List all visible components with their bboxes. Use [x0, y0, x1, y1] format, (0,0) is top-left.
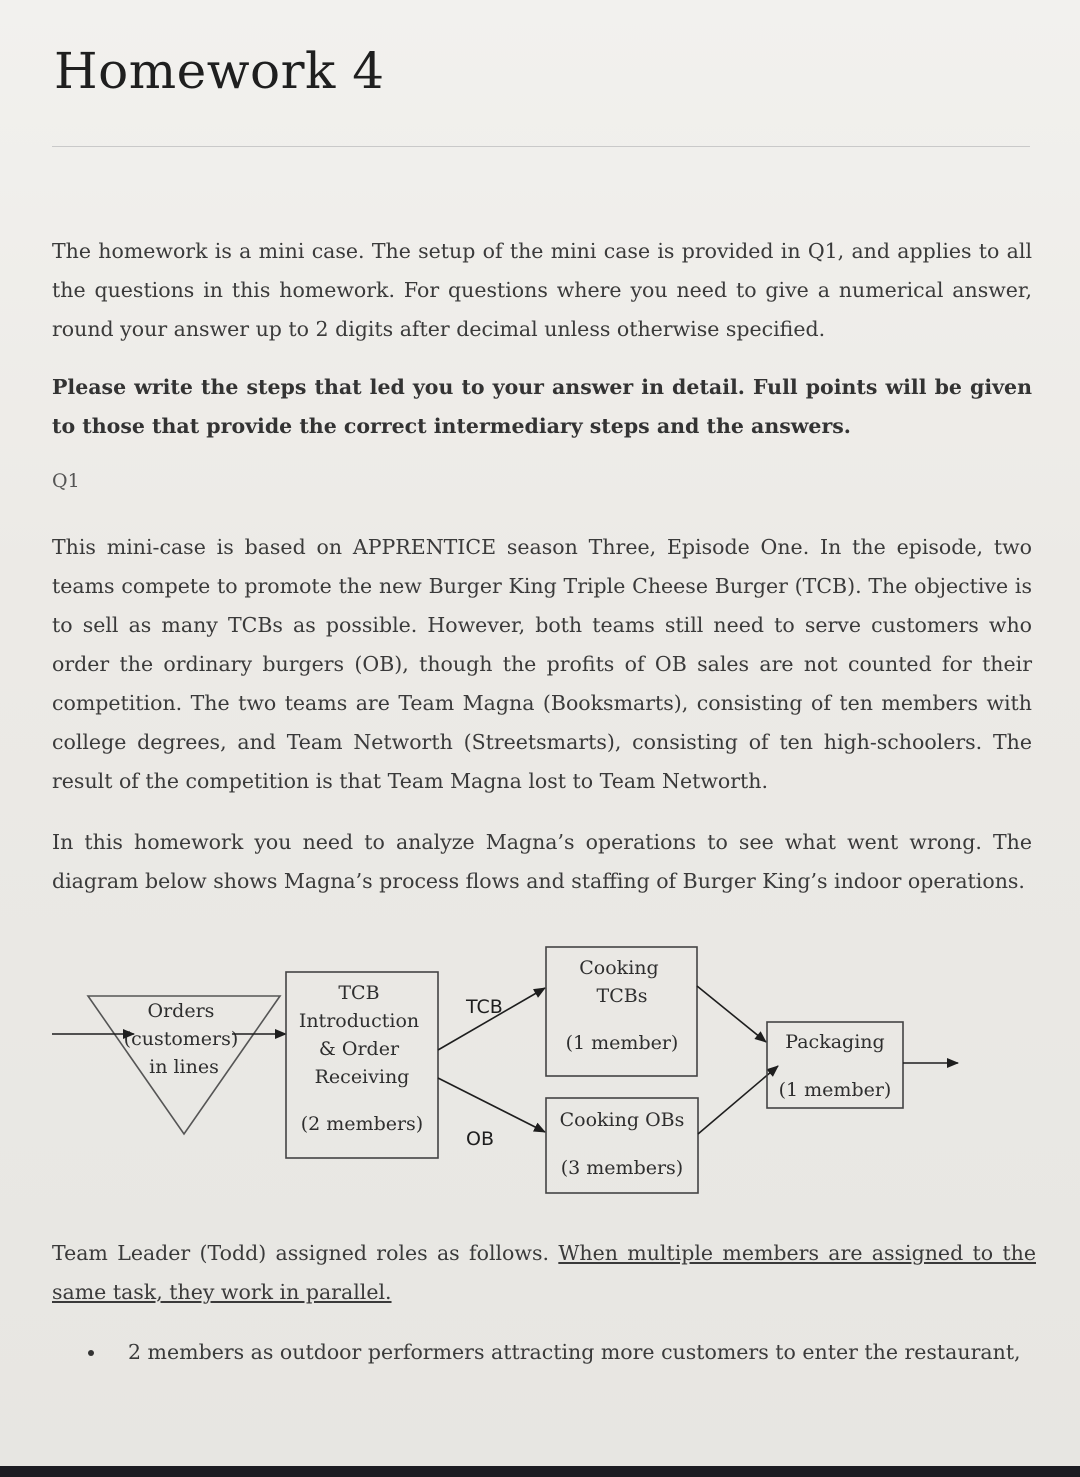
bullet-text: 2 members as outdoor performers attracting more customers to enter the restaurant,	[128, 1340, 1021, 1364]
ob-flow-label: OB	[466, 1128, 494, 1150]
tcb-intro-staff: (2 members)	[300, 1113, 424, 1135]
page-title: Homework 4	[54, 42, 385, 100]
cooking-ob-label: Cooking OBs	[559, 1109, 685, 1131]
tcb-intro-label: TCB Introduction & Order Receiving	[298, 982, 420, 1088]
ob-flow-arrow	[438, 1078, 545, 1132]
bottom-edge	[0, 1466, 1080, 1477]
tcb-flow-label: TCB	[466, 996, 503, 1018]
leader-text-underlined: When multiple members are assigned to the same task, they work in parallel.	[52, 1241, 1036, 1304]
cooking-tcb-label: Cooking TCBs	[579, 957, 659, 1007]
tcb-to-packaging-arrow	[697, 986, 766, 1042]
title-divider	[52, 146, 1030, 147]
process-flow-diagram	[0, 930, 1080, 1220]
intro-paragraph: The homework is a mini case. The setup of the mini case is provided in Q1, and applies to all the questions in this homework. For questions where you need to give a numerical answer, round your answer up to 2 digits after decimal unless otherwise specified.	[52, 239, 1032, 341]
leader-paragraph	[52, 1234, 1036, 1312]
analysis-paragraph: In this homework you need to analyze Magna’s operations to see what went wrong. The diagram below shows Magna’s process flows and staffing of Burger King’s indoor operations.	[52, 830, 1032, 893]
orders-label: Orders (customers) in lines	[123, 1000, 239, 1078]
packaging-label: Packaging	[785, 1031, 885, 1053]
leader-text: Team Leader (Todd) assigned roles as follows.	[52, 1241, 559, 1265]
question-label: Q1	[52, 470, 80, 492]
packaging-staff: (1 member)	[778, 1079, 892, 1101]
cooking-tcb-staff: (1 member)	[565, 1032, 679, 1054]
cooking-ob-staff: (3 members)	[560, 1157, 684, 1179]
instruction-paragraph: Please write the steps that led you to your answer in detail. Full points will be given to those that provide the correct intermediary steps and the answers.	[52, 375, 1032, 438]
ob-to-packaging-arrow	[698, 1066, 778, 1134]
bullet-icon	[88, 1350, 94, 1356]
case-paragraph: This mini-case is based on APPRENTICE season Three, Episode One. In the episode, two teams compete to promote the new Burger King Triple Cheese Burger (TCB). The objective is to sell as many TCBs as possible. However, both teams still need to serve customers who order the ordinary burgers (OB), though the profits of OB sales are not counted for their competition. The two teams are Team Magna (Booksmarts), consisting of ten members with college degrees, and Team Networth (Streetsmarts), consisting of ten high-schoolers. The result of the competition is that Team Magna lost to Team Networth.	[52, 535, 1032, 793]
